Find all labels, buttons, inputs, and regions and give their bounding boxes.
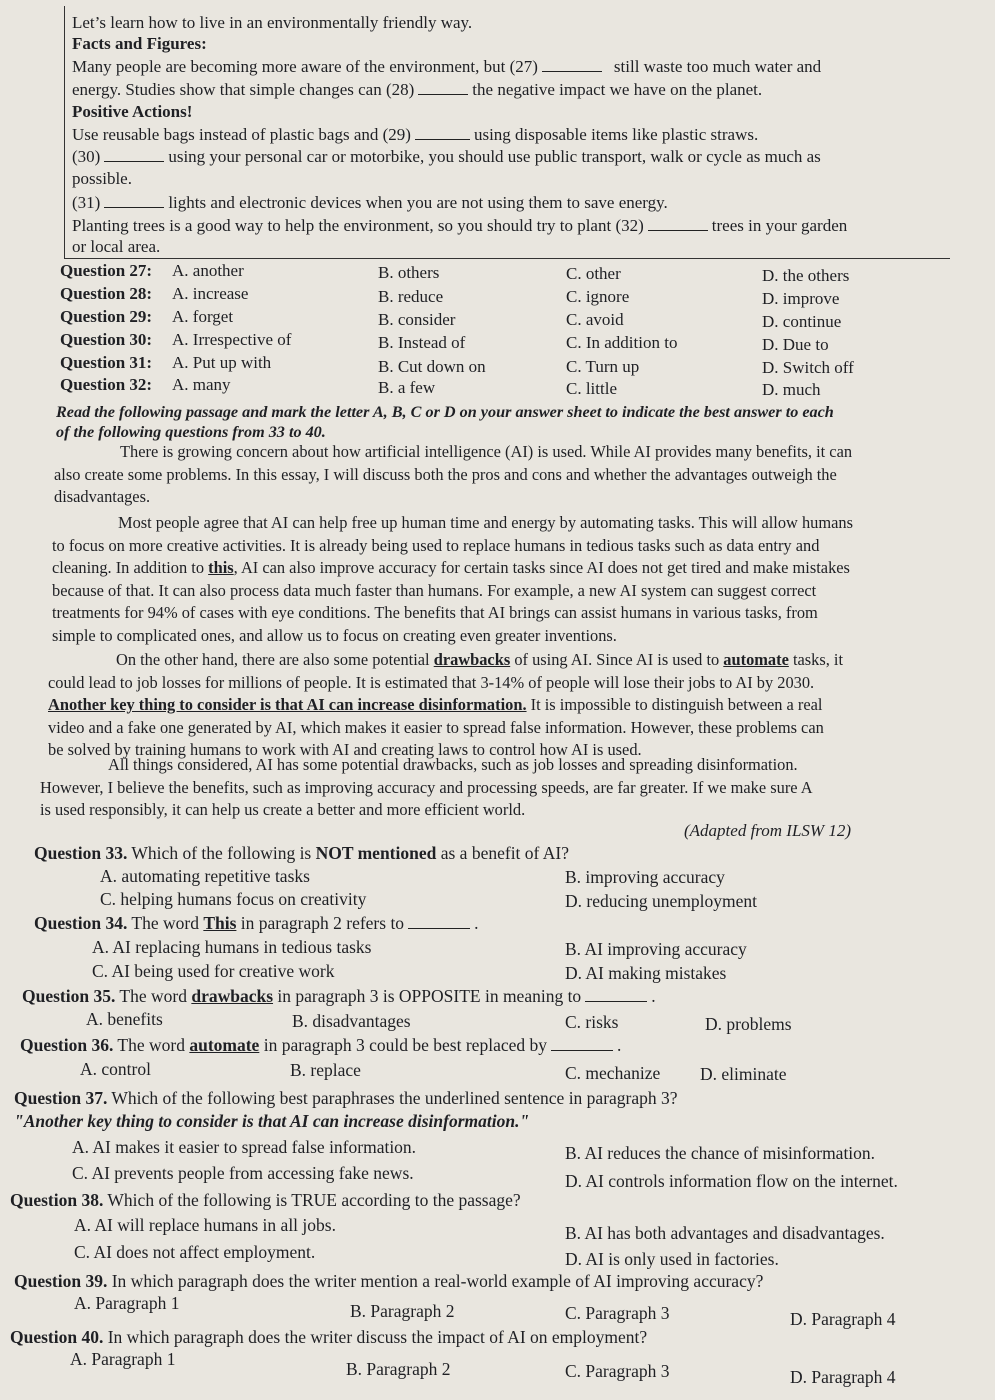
q38-option-c[interactable]: C. AI does not affect employment. (74, 1242, 316, 1262)
q33-option-d[interactable]: D. reducing unemployment (565, 891, 757, 911)
q33-stem: Question 33. Which of the following is NOT mentioned as a benefit of AI? (34, 843, 570, 863)
q40-option-c[interactable]: C. Paragraph 3 (565, 1361, 670, 1381)
q27-option-c[interactable]: C. other (566, 264, 621, 283)
q34-option-b[interactable]: B. AI improving accuracy (565, 939, 747, 959)
q30-label: Question 30: (60, 330, 153, 349)
q28-option-d[interactable]: D. improve (762, 289, 840, 308)
q34-option-a[interactable]: A. AI replacing humans in tedious tasks (92, 937, 372, 957)
q37-option-d[interactable]: D. AI controls information flow on the internet. (565, 1171, 898, 1191)
q28-option-c[interactable]: C. ignore (566, 287, 630, 306)
q39-stem: Question 39. In which paragraph does the writer mention a real-world example of AI improving accuracy? (14, 1271, 764, 1291)
q32-option-b[interactable]: B. a few (378, 378, 436, 397)
q38-option-d[interactable]: D. AI is only used in factories. (565, 1249, 779, 1269)
cloze-line-3: Use reusable bags instead of plastic bags and (29) using disposable items like plastic straws. (72, 125, 759, 144)
q28-option-a[interactable]: A. increase (172, 284, 249, 303)
q30-option-b[interactable]: B. Instead of (378, 333, 466, 352)
word-this: this (208, 558, 234, 578)
q38-option-b[interactable]: B. AI has both advantages and disadvantages. (565, 1223, 885, 1243)
q31-label: Question 31: (60, 353, 153, 372)
q31-option-b[interactable]: B. Cut down on (378, 357, 486, 376)
q37-stem: Question 37. Which of the following best paraphrases the underlined sentence in paragraph 3? (14, 1088, 678, 1108)
q29-option-d[interactable]: D. continue (762, 312, 842, 331)
q37-option-b[interactable]: B. AI reduces the chance of misinformation. (565, 1143, 876, 1163)
q40-option-d[interactable]: D. Paragraph 4 (790, 1367, 896, 1387)
q36-option-d[interactable]: D. eliminate (700, 1064, 787, 1084)
q30-option-a[interactable]: A. Irrespective of (172, 330, 292, 349)
cloze-line-6: (31) lights and electronic devices when you are not using them to save energy. (72, 193, 668, 212)
q32-option-d[interactable]: D. much (762, 380, 821, 399)
q40-option-b[interactable]: B. Paragraph 2 (346, 1359, 451, 1379)
q33-option-b[interactable]: B. improving accuracy (565, 867, 725, 887)
q35-option-a[interactable]: A. benefits (86, 1009, 163, 1029)
q30-option-c[interactable]: C. In addition to (566, 333, 678, 352)
q28-label: Question 28: (60, 284, 153, 303)
cloze-line-5: possible. (72, 169, 132, 188)
q34-option-d[interactable]: D. AI making mistakes (565, 963, 727, 983)
q29-option-c[interactable]: C. avoid (566, 310, 624, 329)
q27-option-b[interactable]: B. others (378, 263, 440, 282)
q29-option-a[interactable]: A. forget (172, 307, 234, 326)
q38-option-a[interactable]: A. AI will replace humans in all jobs. (74, 1215, 336, 1235)
instruction-line-2: of the following questions from 33 to 40. (56, 423, 326, 441)
q35-option-b[interactable]: B. disadvantages (292, 1011, 411, 1031)
facts-heading: Facts and Figures: (72, 34, 207, 53)
q37-option-c[interactable]: C. AI prevents people from accessing fake news. (72, 1163, 414, 1183)
underlined-sentence: Another key thing to consider is that AI can increase disinformation. (48, 695, 527, 715)
q40-option-a[interactable]: A. Paragraph 1 (70, 1349, 176, 1369)
q39-option-d[interactable]: D. Paragraph 4 (790, 1309, 896, 1329)
q36-option-c[interactable]: C. mechanize (565, 1063, 661, 1083)
positive-heading: Positive Actions! (72, 102, 193, 121)
cloze-line-4: (30) using your personal car or motorbike, you should use public transport, walk or cycle as much as (72, 147, 821, 166)
source-note: (Adapted from ILSW 12) (684, 821, 851, 840)
passage-paragraph-1: There is growing concern about how artificial intelligence (AI) is used. While AI provides many benefits, it can also create some problems. In this essay, I will discuss both the pros and cons and whether the advantages outweigh the disadvantages. (54, 442, 853, 507)
q35-option-c[interactable]: C. risks (565, 1012, 619, 1032)
q36-option-b[interactable]: B. replace (290, 1060, 361, 1080)
q32-option-a[interactable]: A. many (172, 375, 231, 394)
q31-option-a[interactable]: A. Put up with (172, 353, 272, 372)
passage-paragraph-2: Most people agree that AI can help free up human time and energy by automating tasks. This will allow humans to focus on more creative activities. It is already being used to replace humans in tedious tasks such as data entry and cleaning. In addition to this, AI can also improve accuracy for certain tasks since AI does not get tired and make mistakes because of that. It can also process data much faster than humans. For example, a new AI system can suggest correct treatments for 94% of cases with eye conditions. The benefits that AI brings can assist humans in various tasks, from simple to complicated ones, and allow us to focus on creating even greater inventions. (52, 513, 853, 645)
q32-label: Question 32: (60, 375, 153, 394)
q33-option-a[interactable]: A. automating repetitive tasks (100, 866, 310, 886)
q29-label: Question 29: (60, 307, 153, 326)
q36-option-a[interactable]: A. control (80, 1059, 151, 1079)
q27-option-a[interactable]: A. another (172, 261, 244, 280)
q39-option-b[interactable]: B. Paragraph 2 (350, 1301, 455, 1321)
word-automate: automate (723, 650, 789, 669)
q27-label: Question 27: (60, 261, 153, 280)
q38-stem: Question 38. Which of the following is TRUE according to the passage? (10, 1190, 521, 1210)
q32-option-c[interactable]: C. little (566, 379, 617, 398)
q37-option-a[interactable]: A. AI makes it easier to spread false information. (72, 1137, 417, 1157)
q27-option-d[interactable]: D. the others (762, 266, 850, 285)
q39-option-a[interactable]: A. Paragraph 1 (74, 1293, 180, 1313)
q31-option-d[interactable]: D. Switch off (762, 358, 854, 377)
cloze-line-2: energy. Studies show that simple changes can (28) the negative impact we have on the planet. (72, 80, 763, 99)
q29-option-b[interactable]: B. consider (378, 310, 456, 329)
q36-stem: Question 36. The word automate in paragraph 3 could be best replaced by . (20, 1035, 622, 1055)
cloze-line-1: Many people are becoming more aware of the environment, but (27) still waste too much water and (72, 57, 822, 76)
q40-stem: Question 40. In which paragraph does the writer discuss the impact of AI on employment? (10, 1327, 648, 1347)
q33-option-c[interactable]: C. helping humans focus on creativity (100, 889, 367, 909)
q35-stem: Question 35. The word drawbacks in paragraph 3 is OPPOSITE in meaning to . (22, 986, 656, 1006)
intro-line: Let’s learn how to live in an environmentally friendly way. (72, 13, 473, 32)
cloze-line-7: Planting trees is a good way to help the environment, so you should try to plant (32) trees in your garden (72, 216, 848, 235)
q39-option-c[interactable]: C. Paragraph 3 (565, 1303, 670, 1323)
word-drawbacks: drawbacks (433, 650, 511, 669)
q35-option-d[interactable]: D. problems (705, 1014, 792, 1034)
passage-paragraph-4: All things considered, AI has some potential drawbacks, such as job losses and spreading disinformation. However, I believe the benefits, such as improving accuracy and processing speeds, are far greater. If we make sure A is used responsibly, it can help us create a better and more efficient world. (40, 755, 813, 820)
instruction-line-1: Read the following passage and mark the letter A, B, C or D on your answer sheet to indicate the best answer to each (56, 403, 834, 421)
q37-quote: "Another key thing to consider is that AI can increase disinformation." (14, 1111, 530, 1131)
q34-stem: Question 34. The word This in paragraph 2 refers to . (34, 913, 479, 933)
q34-option-c[interactable]: C. AI being used for creative work (92, 961, 335, 981)
passage-paragraph-3: On the other hand, there are also some potential drawbacks of using AI. Since AI is used to automate tasks, it could lead to job losses for millions of people. It is estimated that 3-14% of people will lose their jobs to AI by 2030. Another key thing to consider is that AI can increase disinformation. It is impossible to distinguish between a real video and a fake one generated by AI, which makes it easier to spread false information. However, these problems can be solved by training humans to work with AI and creating laws to control how AI is used. (48, 650, 844, 760)
cloze-line-8: or local area. (72, 237, 161, 256)
q28-option-b[interactable]: B. reduce (378, 287, 444, 306)
q30-option-d[interactable]: D. Due to (762, 335, 829, 354)
q31-option-c[interactable]: C. Turn up (566, 357, 640, 376)
